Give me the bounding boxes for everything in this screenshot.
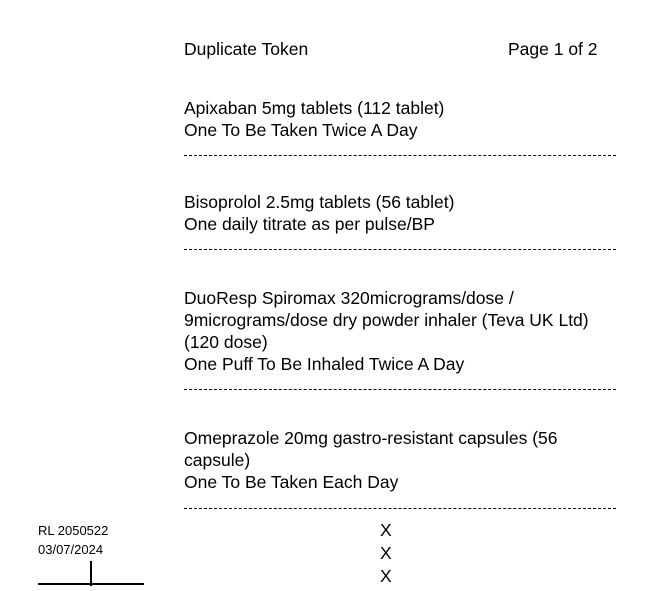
item-separator (184, 389, 616, 390)
medication-item (184, 427, 604, 493)
reference-date: 03/07/2024 (38, 542, 104, 557)
dosage-instruction: One To Be Taken Twice A Day (184, 120, 418, 140)
dosage-instruction: One daily titrate as per pulse/BP (184, 214, 435, 234)
medication-item (184, 191, 604, 235)
reference-code: RL 2050522 (38, 523, 109, 538)
corner-mark-horizontal (38, 583, 144, 585)
medication-name: Bisoprolol 2.5mg tablets (56 tablet) (184, 192, 455, 212)
medication-name: DuoResp Spiromax 320micrograms/dose / 9micrograms/dose dry powder inhaler (Teva UK Ltd) (120 dose) (184, 288, 589, 352)
medication-name: Apixaban 5mg tablets (112 tablet) (184, 98, 445, 118)
x-mark: X (380, 566, 392, 586)
x-mark: X (380, 543, 392, 563)
medication-item (184, 287, 604, 375)
page-number: Page 1 of 2 (508, 39, 598, 59)
x-mark: X (380, 520, 392, 540)
document-title: Duplicate Token (184, 39, 309, 59)
item-separator (184, 155, 616, 156)
medication-item (184, 97, 604, 141)
dosage-instruction: One Puff To Be Inhaled Twice A Day (184, 354, 465, 374)
item-separator (184, 249, 616, 250)
dosage-instruction: One To Be Taken Each Day (184, 472, 399, 492)
medication-name: Omeprazole 20mg gastro-resistant capsules (56 capsule) (184, 428, 558, 470)
item-separator (184, 508, 616, 509)
